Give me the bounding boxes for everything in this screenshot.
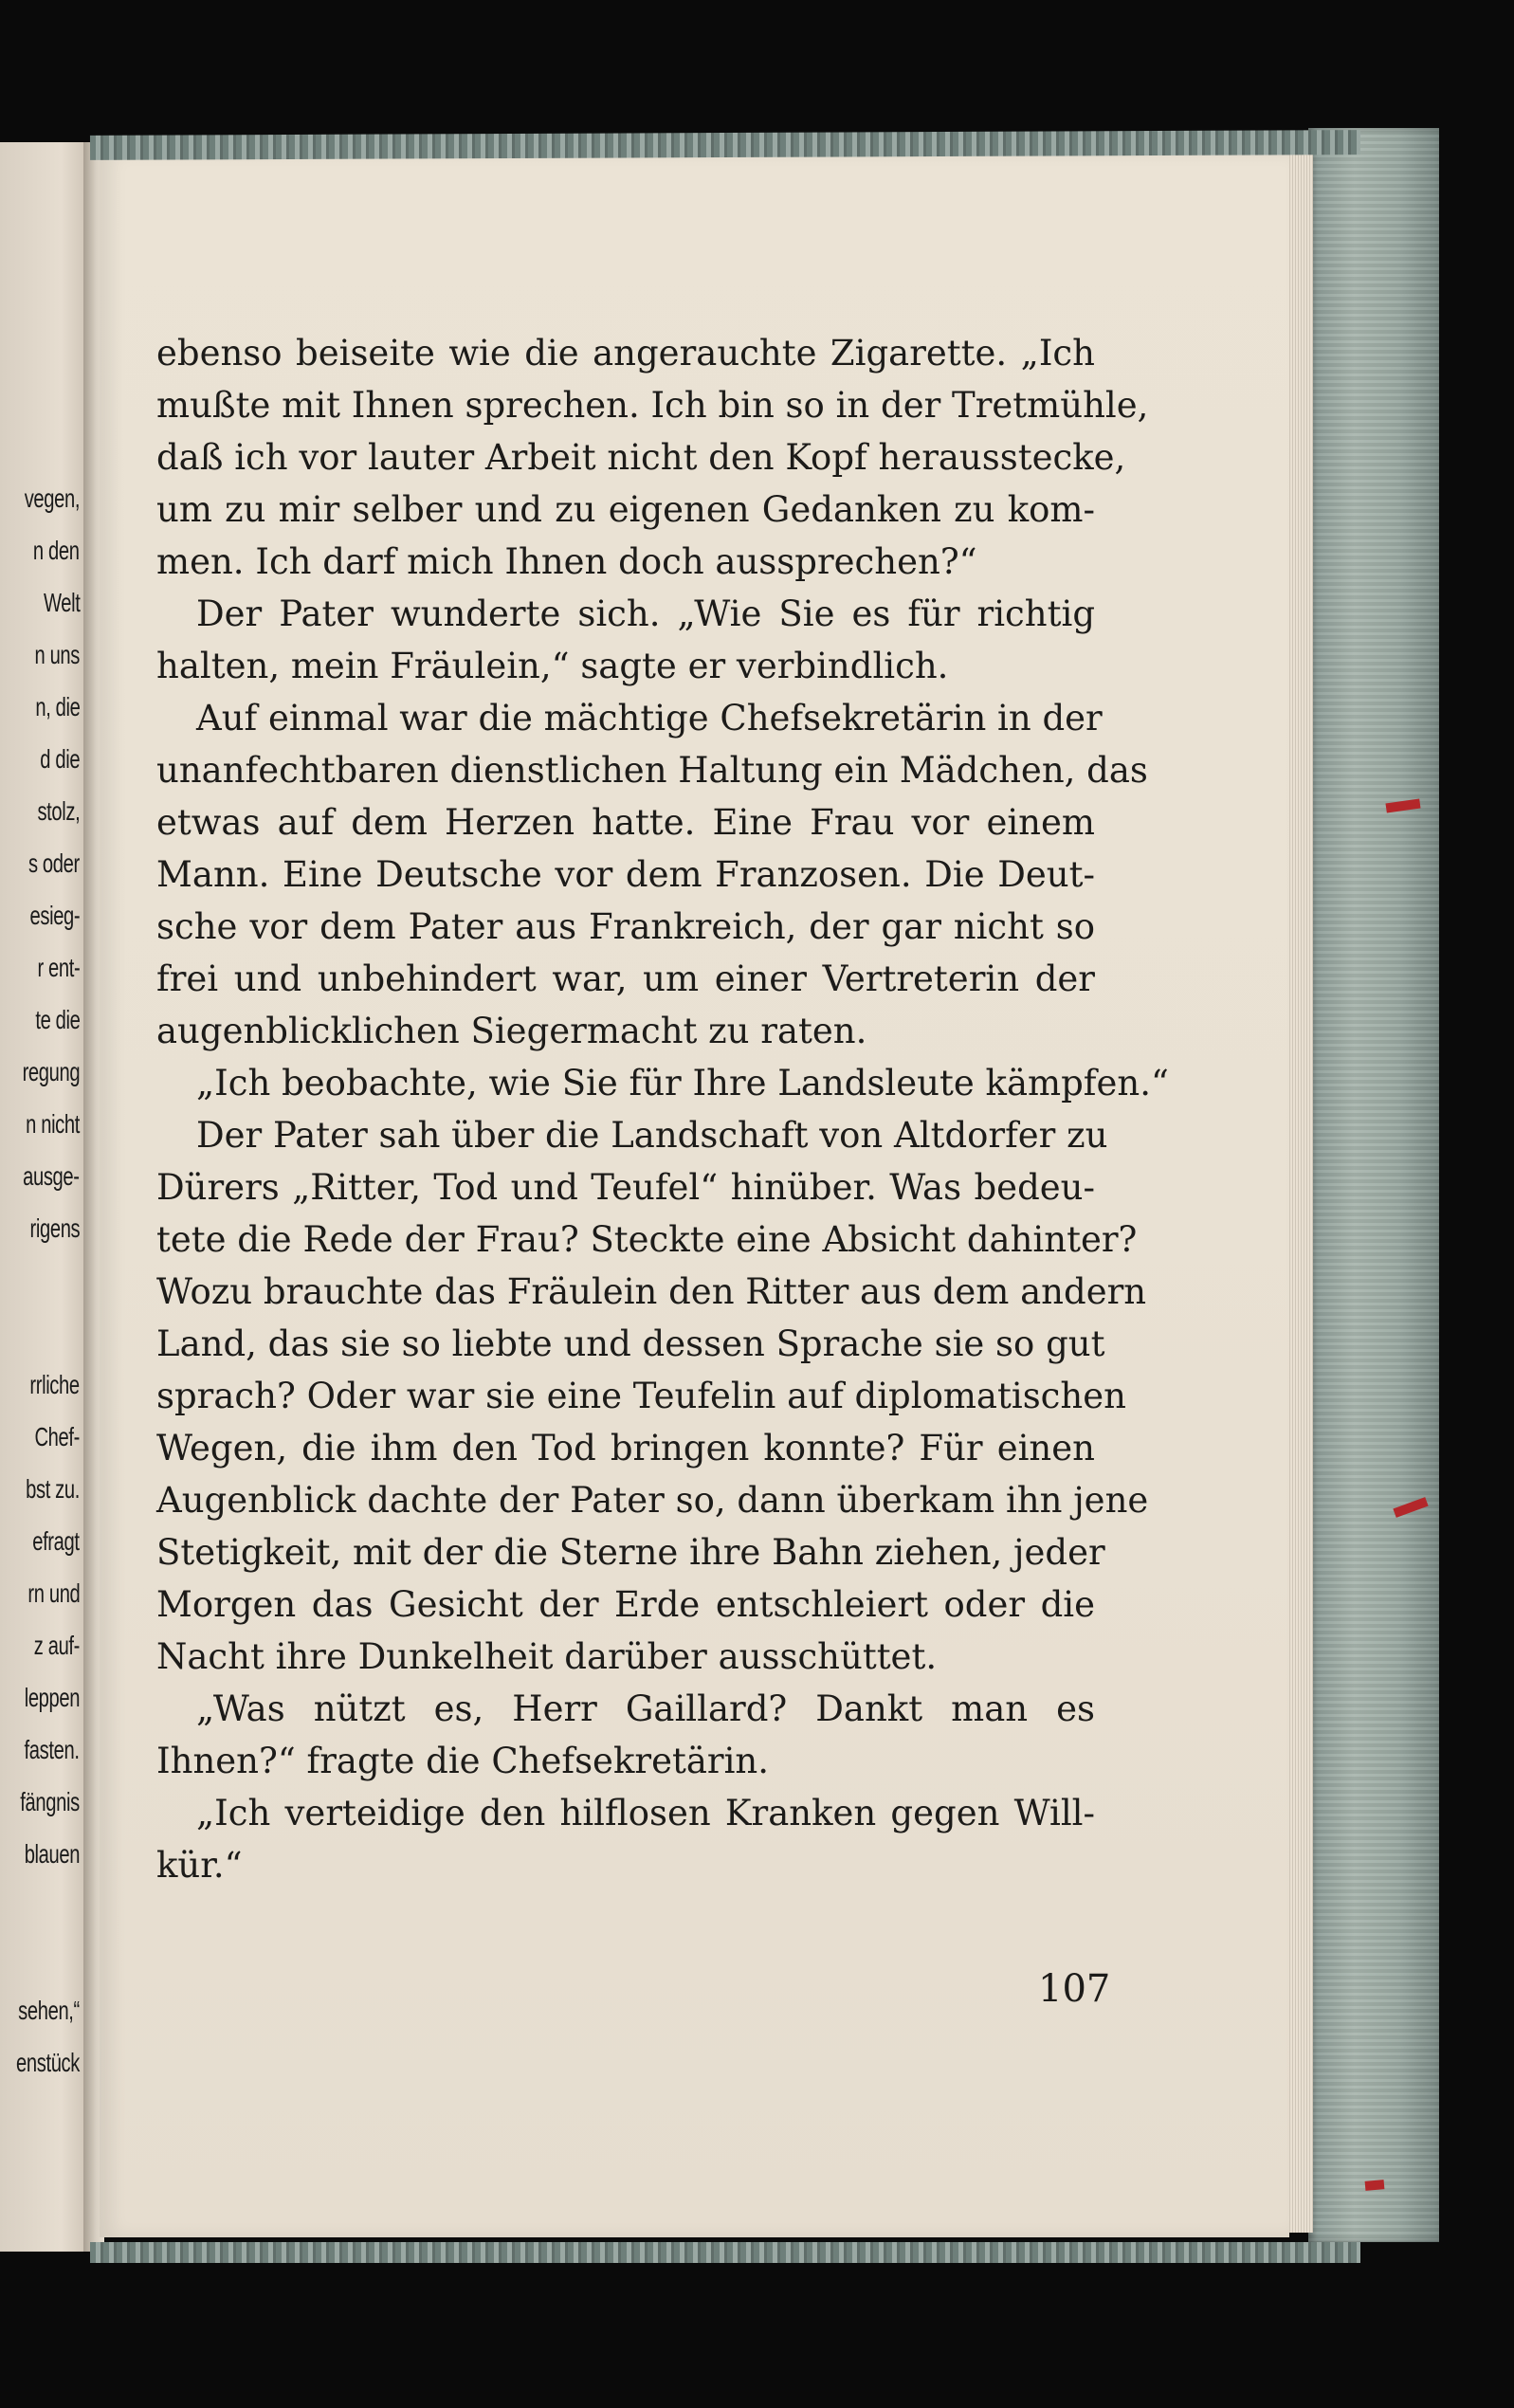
book-cover-spine xyxy=(1308,128,1439,2242)
left-page-fragment: efragt xyxy=(32,1526,80,1556)
text-line: „Ich verteidige den hilflosen Kranken gegen Will- xyxy=(196,1793,1095,1833)
left-page-fragment: stolz, xyxy=(37,796,80,826)
body-text xyxy=(156,327,1169,1891)
text-line: etwas auf dem Herzen hatte. Eine Frau vor einem xyxy=(156,802,1095,843)
left-page-fragment: fasten. xyxy=(24,1735,80,1764)
text-line: Nacht ihre Dunkelheit darüber ausschüttet. xyxy=(156,1636,938,1677)
left-page-fragment: Welt xyxy=(43,588,80,617)
text-line: kür.“ xyxy=(156,1845,243,1886)
left-page-fragment: n, die xyxy=(34,692,80,721)
left-page-fragment: leppen xyxy=(24,1683,80,1712)
left-page-fragment: blauen xyxy=(24,1839,80,1869)
left-page-fragment: n den xyxy=(33,536,80,565)
text-line: Land, das sie so liebte und dessen Sprache sie so gut xyxy=(156,1323,1105,1364)
left-page-fragment: esieg- xyxy=(29,901,80,930)
left-page-fragment: rn und xyxy=(27,1578,80,1608)
text-line: daß ich vor lauter Arbeit nicht den Kopf herausstecke, xyxy=(156,437,1126,478)
text-line: sprach? Oder war sie eine Teufelin auf diplomatischen xyxy=(156,1376,1126,1416)
left-page-fragment: n uns xyxy=(34,640,80,669)
left-page-fragment: s oder xyxy=(28,848,80,878)
text-line: halten, mein Fräulein,“ sagte er verbindlich. xyxy=(156,646,949,686)
text-line: um zu mir selber und zu eigenen Gedanken zu kom- xyxy=(156,489,1095,530)
text-line: augenblicklichen Siegermacht zu raten. xyxy=(156,1011,867,1051)
text-line: sche vor dem Pater aus Frankreich, der gar nicht so xyxy=(156,906,1095,947)
text-line: Dürers „Ritter, Tod und Teufel“ hinüber. Was bedeu- xyxy=(156,1167,1095,1208)
left-page-fragment: Chef- xyxy=(34,1422,80,1451)
text-line: Der Pater sah über die Landschaft von Altdorfer zu xyxy=(196,1115,1108,1156)
text-line: „Ich beobachte, wie Sie für Ihre Landsleute kämpfen.“ xyxy=(196,1063,1169,1104)
text-line: frei und unbehindert war, um einer Vertreterin der xyxy=(156,958,1095,999)
text-line: unanfechtbaren dienstlichen Haltung ein Mädchen, das xyxy=(156,750,1148,791)
text-line: ebenso beiseite wie die angerauchte Zigarette. „Ich xyxy=(156,333,1095,374)
text-line: tete die Rede der Frau? Steckte eine Absicht dahinter? xyxy=(156,1219,1138,1260)
left-page-fragment: regung xyxy=(22,1057,80,1086)
text-line: „Was nützt es, Herr Gaillard? Dankt man es xyxy=(196,1688,1095,1729)
text-line: mußte mit Ihnen sprechen. Ich bin so in der Tretmühle, xyxy=(156,385,1149,426)
left-page-fragment: ausge- xyxy=(23,1161,80,1191)
text-line: Augenblick dachte der Pater so, dann überkam ihn jene xyxy=(156,1480,1149,1521)
text-line: Mann. Eine Deutsche vor dem Franzosen. Die Deut- xyxy=(156,854,1095,895)
left-page-fragment: z auf- xyxy=(33,1631,80,1660)
text-line: Stetigkeit, mit der die Sterne ihre Bahn ziehen, jeder xyxy=(156,1532,1105,1573)
left-page-fragment: sehen,“ xyxy=(18,1996,80,2025)
text-line: men. Ich darf mich Ihnen doch aussprechen?“ xyxy=(156,541,977,582)
text-line: Ihnen?“ fragte die Chefsekretärin. xyxy=(156,1741,770,1781)
left-page-fragment: bst zu. xyxy=(26,1474,80,1504)
left-page-fragment: vegen, xyxy=(24,483,80,513)
page-number: 107 xyxy=(1038,1967,1111,2011)
left-facing-page xyxy=(0,142,87,2252)
left-page-fragment: d die xyxy=(40,744,80,774)
left-page-fragment: fängnis xyxy=(20,1787,80,1816)
left-page-fragment: r ent- xyxy=(37,953,80,982)
left-page-fragment: rrliche xyxy=(29,1370,80,1399)
text-line: Wozu brauchte das Fräulein den Ritter aus dem andern xyxy=(156,1271,1147,1312)
text-line: Wegen, die ihm den Tod bringen konnte? Für einen xyxy=(156,1428,1095,1469)
binding-strip-bottom xyxy=(90,2242,1360,2263)
left-page-fragment: rigens xyxy=(29,1213,80,1243)
left-page-fragment: n nicht xyxy=(26,1109,80,1139)
text-line: Auf einmal war die mächtige Chefsekretärin in der xyxy=(196,698,1103,739)
left-page-fragment: te die xyxy=(34,1005,80,1034)
text-line: Morgen das Gesicht der Erde entschleiert oder die xyxy=(156,1584,1095,1625)
left-page-fragment: enstück xyxy=(16,2048,80,2077)
text-line: Der Pater wunderte sich. „Wie Sie es für richtig xyxy=(196,593,1095,634)
red-mark xyxy=(1365,2180,1385,2191)
